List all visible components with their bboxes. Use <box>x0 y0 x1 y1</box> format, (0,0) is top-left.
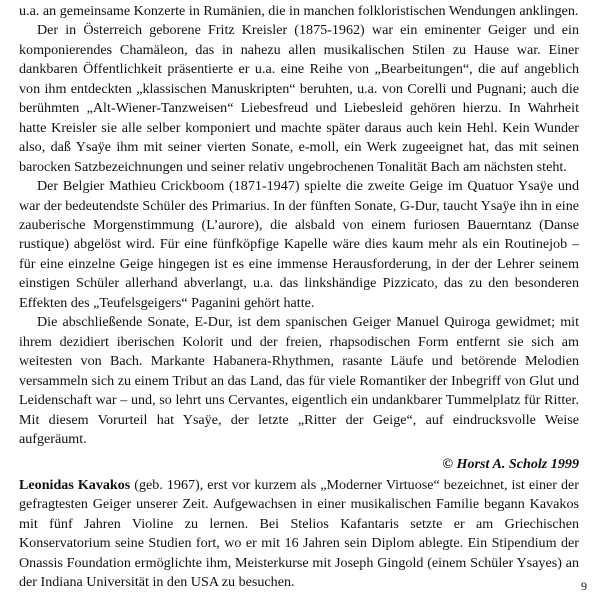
page-number: 9 <box>581 579 587 593</box>
paragraph-quiroga: Die abschließende Sonate, E-Dur, ist dem spanischen Geiger Manuel Quiroga gewidmet; mit ihrem dezidiert iberischen Kolorit und der freien, rhapsodischen Form entfernt sie sich am weitesten von Bach. Markante Habanera-Rhythmen, rasante Läufe und betörende Melodien versammeln sich zu einem Tribut an das Land, das für viele Romantiker der Inbegriff von Glut und Leidenschaft war – und, so lehrt uns Cervantes, eigentlich ein undankbarer Tummelplatz für Ritter. Mit diesem Vorurteil hat Ysaÿe, der letzte „Ritter der Geige“, auf eindrucksvolle Weise aufgeräumt. <box>19 314 579 447</box>
biography-text: (geb. 1967), erst vor kurzem als „Moderner Virtuose“ bezeichnet, ist einer der gefragtesten Geiger unserer Zeit. Aufgewachsen in einer musikalischen Familie begann Kavakos mit fünf Jahren Violine zu lernen. Bei Stelios Kafantaris setzte er am Griechischen Konservatorium seine Studien fort, wo er mit 16 Jahren sein Diplom ablegte. Ein Stipendium der Onassis Foundation ermöglichte ihm, Meisterkurse mit Joseph Gingold (einem Schüler Ysayes) an der Indiana Universität in den USA zu besuchen. <box>19 477 579 591</box>
biography-paragraph <box>19 476 579 593</box>
paragraph-crickboom: Der Belgier Mathieu Crickboom (1871-1947) spielte die zweite Geige im Quatuor Ysaÿe und war der bedeutendste Schüler des Primarius. In der fünften Sonate, G-Dur, taucht Ysaÿe ihn in eine zauberische Morgenstimmung (L’aurore), die alsbald von einem furiosen Bauerntanz (Danse rustique) abgelöst wird. Für eine fünfköpfige Kapelle wäre dies kaum mehr als ein Routinejob – für eine einzelne Geige hingegen ist es eine immense Herausforderung, in der der Lehrer seinem einstigen Schüler allerhand abverlangt, u.a. das linkshändige Pizzicato, das zu den besonderen Effekten des „Teufelsgeigers“ Paganini gehört hatte. <box>19 178 579 311</box>
essay-section <box>19 2 579 475</box>
artist-name: Leonidas Kavakos <box>19 477 131 493</box>
biography-section <box>19 476 579 593</box>
paragraph-continuation: u.a. an gemeinsame Konzerte in Rumänien, die in manchen folkloristischen Wendungen anklingen. <box>19 3 579 19</box>
paragraph-kreisler: Der in Österreich geborene Fritz Kreisler (1875-1962) war ein eminenter Geiger und ein komponierendes Chamäleon, das in nahezu allen musikalischen Stilen zu Hause war. Einer dankbaren Öffentlichkeit präsentierte er u.a. eine Reihe von „Bearbeitungen“, die auf angeblich von ihm entdeckten „klassischen Manuskripten“ beruhten, u.a. von Corelli und Pugnani; auch die berühmten „Alt-Wiener-Tanzweisen“ Liebesfreud und Liebesleid gehören hierzu. In Wahrheit hatte Kreisler sie alle selber komponiert und machte später daraus auch kein Hehl. Kein Wunder also, daß Ysaÿe ihm mit seiner vierten Sonate, e-moll, ein Werk zugeeignet hat, das mit seinen barocken Satzbezeichnungen und seiner relativ ungebrochenen Tonalität Bach am nächsten steht. <box>19 22 579 175</box>
author-signature: © Horst A. Scholz 1999 <box>442 456 579 473</box>
